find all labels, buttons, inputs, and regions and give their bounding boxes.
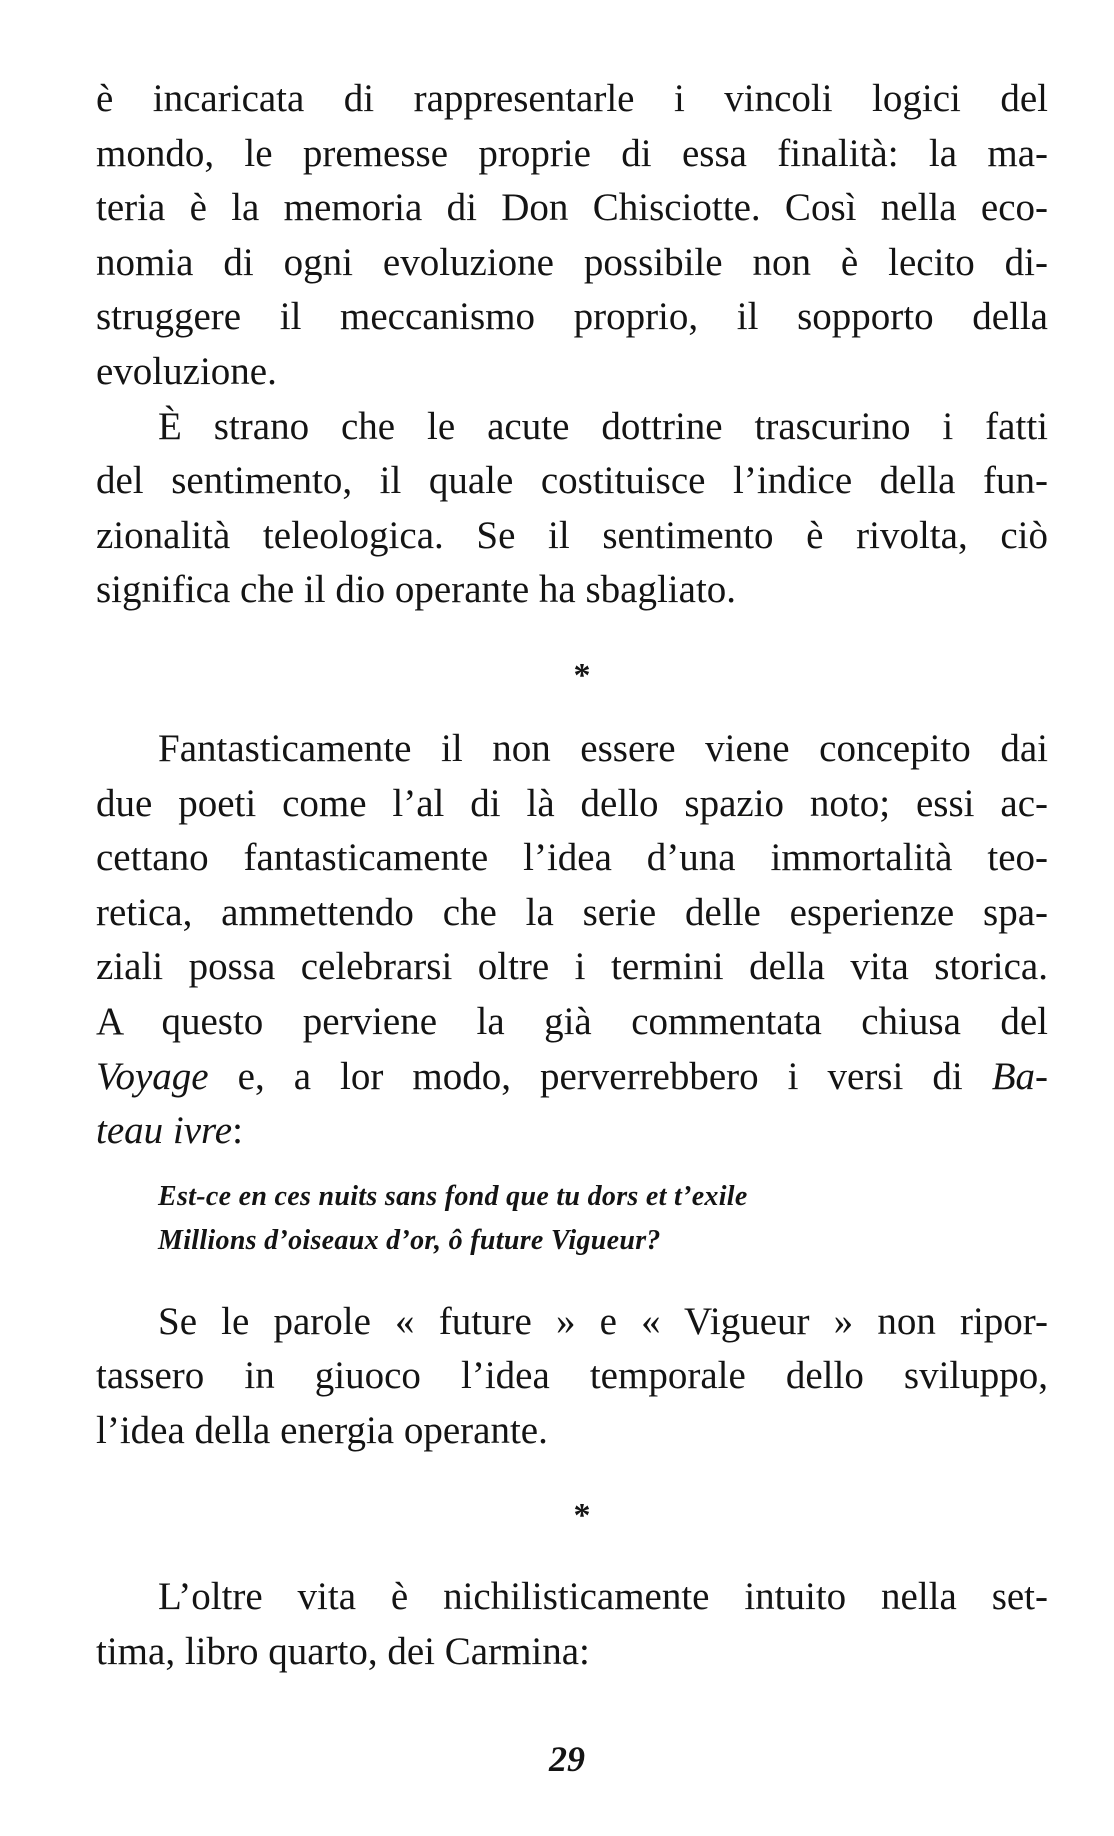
paragraph-2 [96,400,1048,618]
text-line: mondo, le premesse proprie di essa finalità: la ma- [96,131,1048,175]
paragraph-5 [96,1570,1048,1679]
page-number: 29 [549,1739,585,1779]
text-line: L’oltre vita è nichilisticamente intuito nella set- [158,1575,1048,1619]
text-line: ziali possa celebrarsi oltre i termini della vita storica. [96,945,1048,989]
text-line: tassero in giuoco l’idea temporale dello sviluppo, [96,1354,1048,1398]
text-line: è incaricata di rappresentarle i vincoli logici del [96,77,1048,120]
text-line [96,1104,1048,1159]
text-run: e, a lor modo, perverrebbero i versi di [208,1054,992,1098]
text-line: teria è la memoria di Don Chisciotte. Così nella eco- [96,186,1048,230]
text-line: tima, libro quarto, dei Carmina: [96,1630,590,1674]
text-line: zionalità teleologica. Se il sentimento è rivolta, ciò [96,513,1048,557]
verse-line: Millions d’oiseaux d’or, ô future Vigueur? [158,1224,661,1256]
text-line: È strano che le acute dottrine trascurino i fatti [158,404,1048,448]
text-line: retica, ammettendo che la serie delle esperienze spa- [96,890,1048,934]
text-line: cettano fantasticamente l’idea d’una immortalità teo- [96,836,1048,880]
text-line: l’idea della energia operante. [96,1408,548,1452]
text-line: Fantasticamente il non essere viene concepito dai [158,726,1048,770]
text-line: significa che il dio operante ha sbagliato. [96,568,737,612]
paragraph-3 [96,722,1048,1159]
section-separator: * [573,1497,591,1535]
text-line [96,1050,1048,1105]
verse-quotation [96,1175,1048,1263]
paragraph-4 [96,1295,1048,1459]
text-line: struggere il meccanismo proprio, il sopporto della [96,295,1048,339]
page-body [96,72,1048,1680]
text-line: nomia di ogni evoluzione possibile non è lecito di- [96,240,1048,284]
section-separator: * [573,656,591,694]
text-line: A questo perviene la già commentata chiusa del [96,999,1048,1043]
text-line: evoluzione. [96,349,277,393]
italic-title: Voyage [96,1054,209,1098]
italic-title: Ba- [991,1054,1048,1098]
verse-line: Est-ce en ces nuits sans fond que tu dors et t’exile [158,1180,748,1212]
text-line: due poeti come l’al di là dello spazio noto; essi ac- [96,781,1048,825]
text-line: del sentimento, il quale costituisce l’indice della fun- [96,459,1048,503]
text-line: Se le parole « future » e « Vigueur » non ripor- [158,1299,1048,1343]
paragraph-1 [96,72,1048,400]
italic-title: teau ivre [96,1109,233,1153]
text-run: : [232,1109,243,1153]
